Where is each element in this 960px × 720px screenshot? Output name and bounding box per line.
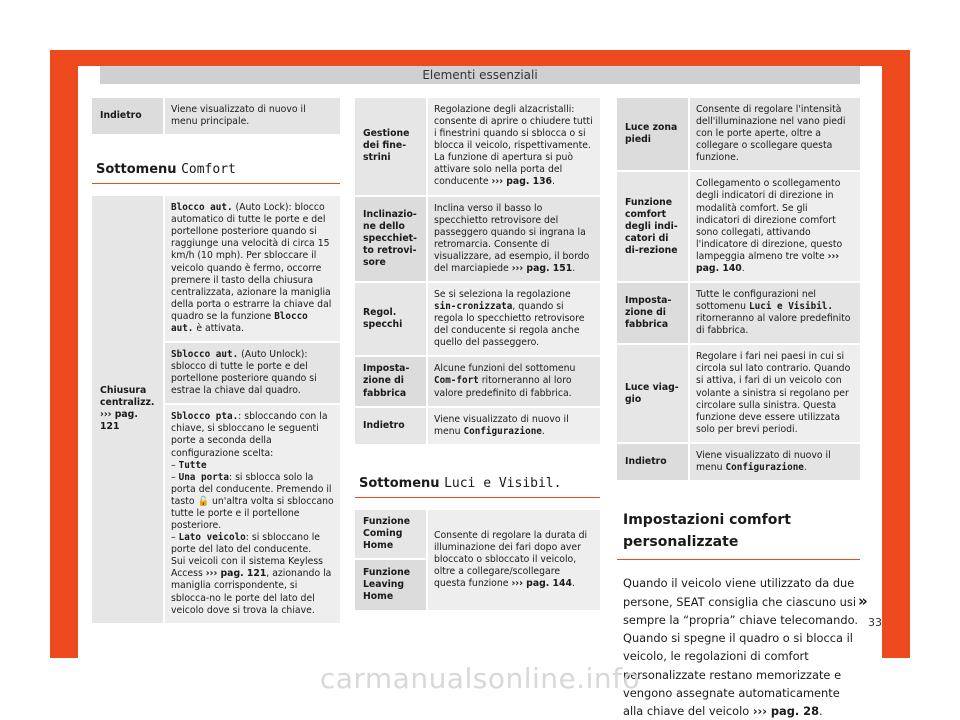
- row-desc: Consente di regolare la durata di illuminazione dei fari dopo aver bloccato o sbloccato il veicolo, oltre a collegare/scollegare questa funzione ››› pag. 144.: [427, 510, 600, 611]
- body-paragraph: Quando il veicolo viene utilizzato da due persone, SEAT consiglia che ciascuno usi sempre la “propria” chiave telecomando. Quando si spegne il quadro o si blocca il veicolo, le regolazioni di comfort personalizzate restano memorizzate e vengono assegnate automaticamente alla chiave del veicolo ››› pag. 28.: [623, 576, 858, 719]
- row-desc: Sblocco pta.: sbloccando con la chiave, si sbloccano le seguenti porte a seconda della configurazione scelta: – Tutte – Una porta: si sblocca solo la porta del conducente. Premendo il tasto 🔓 un'altra volta si sbloccano tutte le porte e il portellone posteriore. – Lato veicolo: si sbloccano le porte del lato del conducente. Sui veicoli con il sistema Keyless Access ››› pag. 121, azionando la maniglia corrispondente, si sblocca-no le porte del lato del veicolo dove si trova la chiave.: [164, 404, 340, 623]
- indietro-table: [92, 98, 340, 136]
- row-desc: Viene visualizzato di nuovo il menu Configurazione.: [427, 407, 600, 445]
- row-label: Inclinazio-ne dello specchiet-to retrovi-sore: [355, 196, 427, 282]
- chapter-header: Elementi essenziali: [100, 66, 860, 84]
- row-desc: Viene visualizzato di nuovo il menu principale.: [164, 98, 340, 135]
- unlock-icon: 🔓: [197, 495, 210, 507]
- column-left: [92, 98, 340, 625]
- row-desc: Viene visualizzato di nuovo il menu Configurazione.: [689, 443, 860, 481]
- luci-table: [355, 510, 600, 612]
- row-desc: Consente di regolare l'intensità dell'illuminazione nel vano piedi con le porte aperte, oltre a collegare o scollegare questa funzione.: [689, 98, 860, 171]
- page-number: 33: [868, 616, 882, 629]
- row-label: Luce zona piedi: [617, 98, 689, 171]
- row-desc: Inclina verso il basso lo specchietto retrovisore del passeggero quando si ingrana la retromarcia. Consente di visualizzare, ad esempio, il bordo del marciapiede ››› pag. 151.: [427, 196, 600, 282]
- row-label: Luce viag-gio: [617, 344, 689, 443]
- row-label: Indietro: [92, 98, 164, 135]
- row-desc: Se si seleziona la regolazione sin-cronizzata, quando si regola lo specchietto retrovisore del conducente si regola anche quello del passeggero.: [427, 282, 600, 356]
- section-title-luci: Sottomenu Luci e Visibil.: [355, 476, 600, 498]
- watermark: carmanualsonline.info: [319, 662, 641, 695]
- comfort-table: [92, 196, 340, 625]
- row-desc: Tutte le configurazioni nel sottomenu Luci e Visibil. ritorneranno al valore predefinito di fabbrica.: [689, 282, 860, 344]
- row-desc: Regolare i fari nei paesi in cui si circola sul lato contrario. Quando si attiva, i fari di un veicolo con volante a sinistra si regolano per circolare sulla sinistra. Questa funzione deve essere utilizzata solo per brevi periodi.: [689, 344, 860, 443]
- luci-table-cont: [617, 98, 860, 482]
- row-label: Imposta-zione di fabbrica: [355, 356, 427, 406]
- row-label: Gestione dei fine-strini: [355, 98, 427, 196]
- row-desc: Regolazione degli alzacristalli: consente di aprire o chiudere tutti i finestrini quando si sblocca o si blocca il veicolo, rispettivamente. La funzione di apertura si può attivare solo nella porta del conducente ››› pag. 136.: [427, 98, 600, 196]
- column-right: [617, 98, 860, 720]
- comfort-table-cont: [355, 98, 600, 446]
- row-desc: Collegamento o scollegamento degli indicatori di direzione in modalità comfort. Se gli indicatori di direzione comfort sono collegati, attivando l'indicatore di direzione, questo lampeggia almeno tre volte ››› pag. 140.: [689, 171, 860, 282]
- row-desc: Sblocco aut. (Auto Unlock): sblocco di tutte le porte e del portellone posteriore quando si estrae la chiave dal quadro.: [164, 342, 340, 404]
- row-desc: Alcune funzioni del sottomenu Com-fort ritorneranno al loro valore predefinito di fabbrica.: [427, 356, 600, 406]
- row-label: Indietro: [617, 443, 689, 481]
- row-label: Funzione comfort degli indi-catori di di-rezione: [617, 171, 689, 282]
- section-title-impostazioni: Impostazioni comfort personalizzate: [617, 510, 860, 560]
- row-label: Funzione Coming Home: [355, 510, 427, 559]
- row-label: Chiusura centralizz.: [100, 385, 155, 409]
- chiusura-cell: [92, 196, 164, 624]
- section-title-comfort: Sottomenu Comfort: [92, 162, 340, 184]
- row-desc: Blocco aut. (Auto Lock): blocco automatico di tutte le porte e del portellone posteriore quando si raggiunge una velocità di circa 15 km/h (10 mph). Per sbloccare il veicolo quando è fermo, occorre premere il tasto della chiusura centralizzata, azionare la maniglia della porta o estrarre la chiave dal quadro se la funzione Blocco aut. è attivata.: [164, 196, 340, 342]
- row-label: Funzione Leaving Home: [355, 559, 427, 611]
- row-label: Imposta-zione di fabbrica: [617, 282, 689, 344]
- row-label: Indietro: [355, 407, 427, 445]
- continue-arrow-icon: »: [858, 592, 868, 610]
- column-middle: [355, 98, 600, 612]
- row-label: Regol. specchi: [355, 282, 427, 356]
- page-ref: ››› pag. 121: [100, 409, 138, 433]
